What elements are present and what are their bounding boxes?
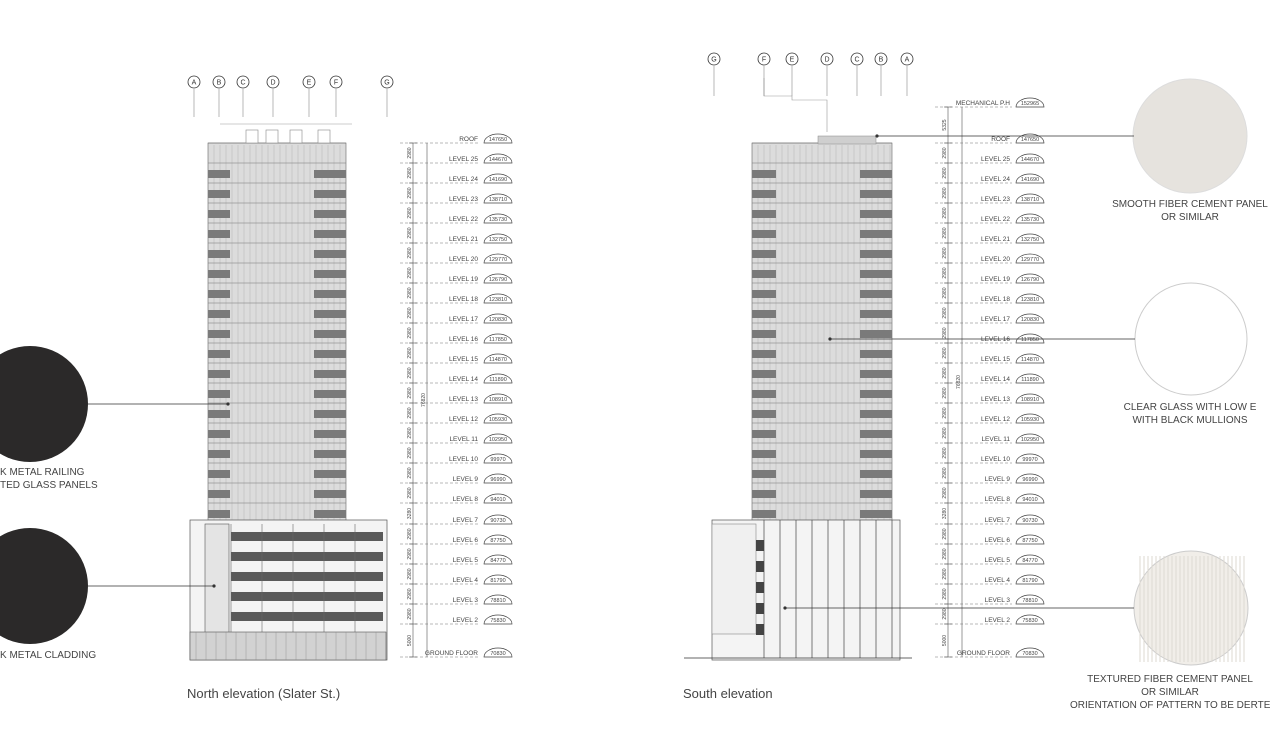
level-elevation: 75830 (1022, 618, 1038, 624)
level-elevation: 108910 (1020, 397, 1040, 403)
level-elevation: 84770 (490, 558, 506, 564)
grid-label: C (854, 56, 860, 64)
level-name: LEVEL 8 (984, 496, 1010, 503)
podium-balcony (231, 612, 383, 621)
balcony (208, 410, 230, 418)
level-name: LEVEL 20 (980, 256, 1010, 263)
dimension-value: 2980 (407, 187, 413, 199)
level-name: LEVEL 25 (448, 156, 478, 163)
dimension-value: 2980 (407, 307, 413, 319)
balcony (860, 370, 892, 378)
dimension-value: 3280 (407, 507, 413, 520)
grid-label: E (789, 56, 795, 64)
dimension-value: 2980 (942, 548, 948, 560)
level-name: LEVEL 6 (984, 537, 1010, 544)
level-elevation: 123810 (1020, 297, 1040, 303)
dimension-value: 2980 (942, 267, 948, 279)
dimension-value: 2980 (407, 167, 413, 179)
level-name: LEVEL 17 (980, 316, 1010, 323)
balcony (208, 310, 230, 318)
balcony (208, 250, 230, 258)
balcony (208, 190, 230, 198)
balcony (752, 370, 776, 378)
level-name: LEVEL 7 (984, 517, 1010, 524)
dimension-value: 2980 (942, 287, 948, 299)
podium-balcony (231, 592, 383, 601)
balcony (860, 410, 892, 418)
dimension-value: 2980 (942, 167, 948, 179)
level-name: LEVEL 23 (448, 196, 478, 203)
leader-dot (226, 402, 229, 405)
grid-label: C (240, 79, 246, 87)
level-elevation: 96990 (1022, 477, 1038, 483)
balcony (860, 490, 892, 498)
podium-window (756, 540, 764, 551)
level-name: LEVEL 15 (980, 356, 1010, 363)
level-elevation: 152965 (1020, 101, 1040, 107)
level-elevation: 138710 (488, 197, 508, 203)
mechanical-outline (764, 78, 827, 132)
level-name: LEVEL 14 (448, 376, 478, 383)
balcony (860, 290, 892, 298)
balcony (208, 270, 230, 278)
south-level-markers (935, 98, 1044, 657)
balcony (314, 190, 346, 198)
balcony (752, 450, 776, 458)
balcony (752, 190, 776, 198)
dimension-value: 2980 (942, 447, 948, 459)
balcony (208, 330, 230, 338)
dimension-value: 5000 (407, 634, 413, 647)
balcony (752, 290, 776, 298)
grid-label: B (216, 79, 222, 87)
level-name: LEVEL 8 (452, 496, 478, 503)
level-elevation: 70830 (1022, 651, 1038, 657)
level-elevation: 102950 (1020, 437, 1040, 443)
balcony (314, 470, 346, 478)
north-elevation-title: North elevation (Slater St.) (187, 686, 341, 701)
balcony (208, 370, 230, 378)
level-elevation: 147650 (1020, 137, 1040, 143)
swatch-dark-metal-cladding (0, 528, 88, 644)
level-elevation: 99970 (490, 457, 506, 463)
level-name: LEVEL 7 (452, 517, 478, 524)
level-name: LEVEL 21 (980, 236, 1010, 243)
level-name: LEVEL 18 (980, 296, 1010, 303)
balcony (752, 330, 776, 338)
balcony (314, 430, 346, 438)
balcony (752, 230, 776, 238)
dimension-value: 2980 (942, 247, 948, 259)
level-elevation: 87750 (490, 538, 506, 544)
leader-dot (783, 606, 786, 609)
level-name: LEVEL 17 (448, 316, 478, 323)
level-elevation: 99970 (1022, 457, 1038, 463)
balcony (752, 430, 776, 438)
level-elevation: 123810 (488, 297, 508, 303)
dimension-value: 2980 (407, 608, 413, 620)
level-name: LEVEL 24 (980, 176, 1010, 183)
balcony (314, 290, 346, 298)
ground-floor-glazing (190, 632, 386, 660)
balcony (752, 350, 776, 358)
level-elevation: 111890 (489, 377, 507, 383)
balcony (208, 510, 230, 518)
level-name: LEVEL 18 (448, 296, 478, 303)
balcony (314, 350, 346, 358)
level-name: LEVEL 24 (448, 176, 478, 183)
grid-label: D (270, 79, 276, 87)
level-elevation: 141690 (488, 177, 508, 183)
dimension-value: 2980 (407, 227, 413, 239)
balcony (860, 170, 892, 178)
level-name: LEVEL 2 (984, 617, 1010, 624)
level-name: GROUND FLOOR (424, 650, 478, 657)
level-elevation: 132750 (488, 237, 508, 243)
balcony (208, 230, 230, 238)
balcony (752, 250, 776, 258)
level-name: LEVEL 22 (448, 216, 478, 223)
level-name: LEVEL 25 (980, 156, 1010, 163)
leader-dot (212, 584, 215, 587)
balcony (208, 450, 230, 458)
dimension-value: 2980 (407, 487, 413, 499)
balcony (860, 430, 892, 438)
dimension-value: 2980 (942, 467, 948, 479)
balcony (314, 390, 346, 398)
dimension-value: 2980 (407, 588, 413, 600)
south-elevation-title: South elevation (683, 686, 773, 701)
material-label-metal-railing: K METAL RAILING TED GLASS PANELS (0, 467, 98, 491)
grid-label: D (824, 56, 830, 64)
balcony (314, 230, 346, 238)
balcony (208, 170, 230, 178)
dimension-value: 2980 (407, 467, 413, 479)
dimension-value: 2980 (942, 608, 948, 620)
level-name: LEVEL 4 (984, 577, 1010, 584)
dimension-value: 2980 (942, 367, 948, 379)
level-elevation: 78810 (490, 598, 506, 604)
level-elevation: 78810 (1022, 598, 1038, 604)
dimension-value: 2980 (407, 267, 413, 279)
balcony (314, 510, 346, 518)
dimension-value: 2980 (942, 147, 948, 159)
level-name: LEVEL 3 (984, 597, 1010, 604)
balcony (314, 370, 346, 378)
balcony (752, 410, 776, 418)
level-name: LEVEL 19 (980, 276, 1010, 283)
level-name: GROUND FLOOR (956, 650, 1010, 657)
balcony (208, 490, 230, 498)
level-elevation: 90730 (490, 518, 506, 524)
dimension-value: 2980 (942, 347, 948, 359)
level-name: ROOF (459, 136, 478, 143)
grid-label: F (761, 56, 767, 64)
level-name: LEVEL 19 (448, 276, 478, 283)
level-elevation: 87750 (1022, 538, 1038, 544)
balcony (314, 310, 346, 318)
level-elevation: 138710 (1020, 197, 1040, 203)
north-elevation-building (190, 124, 387, 660)
level-name: LEVEL 5 (452, 557, 478, 564)
level-elevation: 135730 (488, 217, 508, 223)
level-elevation: 90730 (1022, 518, 1038, 524)
level-name: LEVEL 12 (980, 416, 1010, 423)
level-elevation: 114870 (1021, 357, 1039, 363)
balcony (860, 250, 892, 258)
grid-label: A (904, 56, 910, 64)
balcony (860, 330, 892, 338)
roof-box (290, 130, 302, 143)
leader-dot (828, 337, 831, 340)
roof-box (246, 130, 258, 143)
dimension-value: 2980 (407, 327, 413, 339)
balcony (860, 450, 892, 458)
north-grid-bubbles (188, 76, 393, 117)
balcony (314, 250, 346, 258)
level-elevation: 75830 (490, 618, 506, 624)
material-label-textured-fiber-cement: TEXTURED FIBER CEMENT PANEL OR SIMILAR ORIENTATION OF PATTERN TO BE DERTE (1070, 674, 1271, 711)
level-elevation: 129770 (1020, 257, 1040, 263)
grid-label: F (333, 79, 339, 87)
level-elevation: 108910 (488, 397, 508, 403)
dimension-value: 2980 (407, 347, 413, 359)
level-elevation: 117850 (489, 337, 507, 343)
balcony (208, 210, 230, 218)
balcony (860, 510, 892, 518)
dimension-value: 2980 (407, 287, 413, 299)
level-elevation: 144670 (488, 157, 508, 163)
dimension-value: 2980 (407, 407, 413, 419)
balcony (752, 210, 776, 218)
level-name: LEVEL 10 (980, 456, 1010, 463)
level-elevation: 126790 (1020, 277, 1040, 283)
dimension-value: 2980 (942, 327, 948, 339)
level-name: ROOF (991, 136, 1010, 143)
balcony (752, 390, 776, 398)
dimension-value: 5325 (942, 119, 948, 131)
level-name: LEVEL 11 (449, 436, 478, 443)
swatch-dark-metal-railing (0, 346, 88, 462)
level-name: LEVEL 12 (448, 416, 478, 423)
podium-side (712, 524, 756, 634)
level-elevation: 81790 (1022, 578, 1038, 584)
level-name: LEVEL 9 (452, 476, 478, 483)
balcony (208, 430, 230, 438)
grid-label: E (306, 79, 312, 87)
dimension-value: 2980 (942, 588, 948, 600)
overall-dimension-value: 76820 (956, 375, 962, 389)
north-level-markers (400, 134, 512, 657)
roof-box (266, 130, 278, 143)
podium-window (756, 603, 764, 614)
dimension-value: 2980 (407, 207, 413, 219)
balcony (752, 510, 776, 518)
level-name: LEVEL 14 (980, 376, 1010, 383)
level-elevation: 111890 (1021, 377, 1039, 383)
material-label-metal-cladding: K METAL CLADDING (0, 650, 97, 661)
dimension-value: 2980 (407, 447, 413, 459)
grid-label: B (878, 56, 884, 64)
podium-window (756, 582, 764, 593)
balcony (860, 310, 892, 318)
level-name: LEVEL 13 (980, 396, 1010, 403)
dimension-value: 2980 (407, 387, 413, 399)
material-label-clear-glass: CLEAR GLASS WITH LOW E WITH BLACK MULLIONS (1123, 402, 1257, 426)
grid-label: G (711, 56, 717, 64)
balcony (752, 170, 776, 178)
balcony (314, 450, 346, 458)
grid-label: G (384, 79, 390, 87)
level-elevation: 129770 (488, 257, 508, 263)
balcony (860, 230, 892, 238)
level-name: LEVEL 15 (448, 356, 478, 363)
overall-dimension-value: 76820 (421, 393, 427, 407)
balcony (752, 490, 776, 498)
balcony (208, 290, 230, 298)
balcony (860, 470, 892, 478)
balcony (314, 270, 346, 278)
level-elevation: 144670 (1020, 157, 1040, 163)
dimension-value: 2980 (942, 407, 948, 419)
dimension-value: 2980 (942, 487, 948, 499)
level-name: LEVEL 5 (984, 557, 1010, 564)
podium-window (756, 624, 764, 635)
dimension-value: 2980 (407, 367, 413, 379)
level-name: LEVEL 13 (448, 396, 478, 403)
balcony (314, 410, 346, 418)
balcony (860, 350, 892, 358)
balcony (208, 350, 230, 358)
swatch-smooth-fiber-cement (1133, 79, 1247, 193)
level-name: LEVEL 11 (981, 436, 1010, 443)
level-name: LEVEL 10 (448, 456, 478, 463)
balcony (208, 390, 230, 398)
level-elevation: 141690 (1020, 177, 1040, 183)
level-elevation: 84770 (1022, 558, 1038, 564)
dimension-value: 2980 (407, 568, 413, 580)
level-name: LEVEL 9 (984, 476, 1010, 483)
balcony (314, 210, 346, 218)
balcony (860, 270, 892, 278)
level-elevation: 105930 (1020, 417, 1040, 423)
level-elevation: 70830 (490, 651, 506, 657)
level-elevation: 102950 (488, 437, 508, 443)
balcony (314, 490, 346, 498)
balcony (860, 390, 892, 398)
roof-box (318, 130, 330, 143)
level-name: LEVEL 21 (448, 236, 478, 243)
south-elevation-building (684, 78, 912, 660)
dimension-value: 3280 (942, 507, 948, 520)
level-name: MECHANICAL P.H (955, 100, 1010, 107)
dimension-value: 2980 (942, 307, 948, 319)
level-elevation: 132750 (1020, 237, 1040, 243)
level-elevation: 114870 (489, 357, 507, 363)
balcony (752, 310, 776, 318)
podium-stair-tower (205, 524, 229, 634)
level-elevation: 120830 (488, 317, 508, 323)
level-elevation: 126790 (488, 277, 508, 283)
dimension-value: 2980 (942, 528, 948, 540)
material-swatches (0, 79, 1248, 665)
podium-balcony (231, 532, 383, 541)
level-name: LEVEL 3 (452, 597, 478, 604)
grid-label: A (191, 79, 197, 87)
level-elevation: 94010 (490, 497, 506, 503)
level-elevation: 94010 (1022, 497, 1038, 503)
balcony (752, 470, 776, 478)
dimension-value: 2980 (407, 427, 413, 439)
level-elevation: 120830 (1020, 317, 1040, 323)
level-elevation: 147650 (488, 137, 508, 143)
dimension-value: 2980 (942, 568, 948, 580)
level-name: LEVEL 4 (452, 577, 478, 584)
dimension-value: 2980 (407, 247, 413, 259)
dimension-value: 2980 (407, 548, 413, 560)
level-elevation: 96990 (490, 477, 506, 483)
podium-balcony (231, 572, 383, 581)
swatch-clear-glass (1135, 283, 1247, 395)
balcony (860, 210, 892, 218)
balcony (314, 330, 346, 338)
level-name: LEVEL 2 (452, 617, 478, 624)
level-elevation: 117850 (1021, 337, 1039, 343)
level-name: LEVEL 20 (448, 256, 478, 263)
material-label-smooth-fiber-cement: SMOOTH FIBER CEMENT PANEL OR SIMILAR (1112, 199, 1268, 223)
dimension-value: 2980 (407, 528, 413, 540)
south-grid-bubbles (708, 53, 913, 96)
level-elevation: 105930 (488, 417, 508, 423)
balcony (860, 190, 892, 198)
level-elevation: 135730 (1020, 217, 1040, 223)
dimension-value: 2980 (942, 227, 948, 239)
level-name: LEVEL 16 (448, 336, 478, 343)
level-name: LEVEL 22 (980, 216, 1010, 223)
podium-window (756, 561, 764, 572)
roof-parapet (818, 136, 876, 144)
level-elevation: 81790 (490, 578, 506, 584)
balcony (752, 270, 776, 278)
balcony (208, 470, 230, 478)
level-name: LEVEL 16 (980, 336, 1010, 343)
level-name: LEVEL 23 (980, 196, 1010, 203)
dimension-value: 2980 (407, 147, 413, 159)
dimension-value: 2980 (942, 427, 948, 439)
dimension-value: 2980 (942, 187, 948, 199)
balcony (314, 170, 346, 178)
leader-dot (875, 134, 878, 137)
dimension-value: 2980 (942, 207, 948, 219)
dimension-value: 2980 (942, 387, 948, 399)
dimension-value: 5000 (942, 634, 948, 647)
swatch-textured-fiber-cement (1134, 551, 1248, 665)
level-name: LEVEL 6 (452, 537, 478, 544)
podium-balcony (231, 552, 383, 561)
